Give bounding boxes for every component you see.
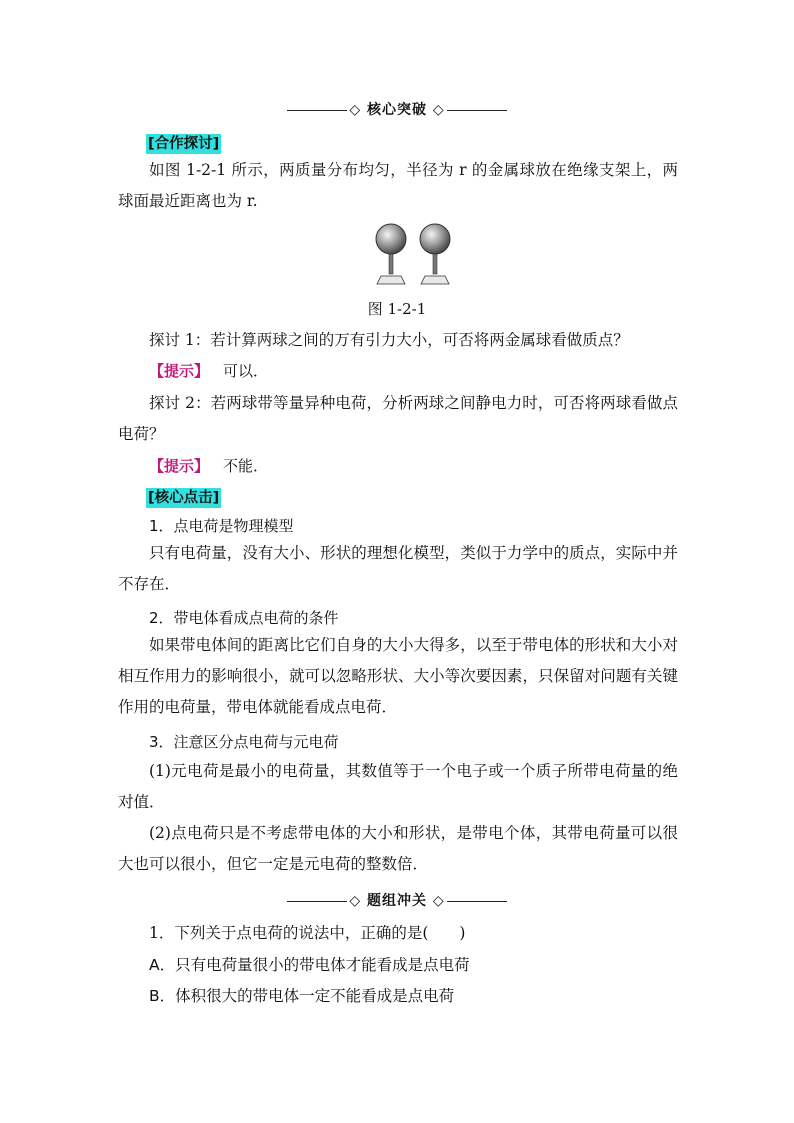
- point-paragraph-2: 如果带电体间的距离比它们自身的大小大得多，以至于带电体的形状和大小对相互作用力的影响很小，就可以忽略形状、大小等次要因素，只保留对问题有关键作用的电荷量，带电体就能看成点电荷．: [118, 636, 678, 716]
- question-2: 探讨 2：若两球带等量异种电荷，分析两球之间静电力时，可否将两球看做点电荷？: [118, 394, 678, 443]
- section-divider-core: ◇ 核心突破 ◇: [0, 99, 794, 119]
- point-paragraph-3: (1)元电荷是最小的电荷量，其数值等于一个电子或一个质子所带电荷量的绝对值．: [118, 762, 678, 811]
- point-heading-2: 2．带电体看成点电荷的条件: [149, 609, 339, 627]
- point-paragraph-1: 只有电荷量，没有大小、形状的理想化模型，类似于力学中的质点，实际中并不存在．: [118, 544, 678, 593]
- tip-row-2: [149, 456, 268, 476]
- practice-question-1: 1．下列关于点电荷的说法中，正确的是( ): [149, 924, 466, 942]
- question-1: 探讨 1：若计算两球之间的万有引力大小，可否将两金属球看做质点？: [149, 331, 629, 349]
- option-b: B．体积很大的带电体一定不能看成是点电荷: [149, 987, 455, 1005]
- point-heading-3: 3．注意区分点电荷与元电荷: [149, 733, 339, 751]
- intro-paragraph: 如图 1-2-1 所示，两质量分布均匀，半径为 r 的金属球放在绝缘支架上，两球面最近距离也为 r.: [118, 161, 678, 210]
- section-title-practice: 题组冲关: [367, 893, 427, 909]
- tip-label: 【提示】: [149, 457, 210, 475]
- tag-explore: [合作探讨]: [148, 136, 220, 152]
- divider-rule-right: [447, 901, 507, 902]
- sphere-left: [376, 224, 406, 284]
- tag-core-points: [核心点击]: [148, 490, 220, 506]
- tip-answer-2: 不能．: [223, 457, 269, 475]
- point-paragraph-4: (2)点电荷只是不考虑带电体的大小和形状，是带电个体，其带电荷量可以很大也可以很小，但它一定是元电荷的整数倍．: [118, 824, 678, 873]
- option-a: A．只有电荷量很小的带电体才能看成是点电荷: [149, 956, 470, 974]
- divider-rule-left: [287, 901, 347, 902]
- tip-answer-1: 可以．: [223, 362, 269, 380]
- divider-rule-right: [447, 110, 507, 111]
- divider-rule-left: [287, 110, 347, 111]
- point-heading-1: 1．点电荷是物理模型: [149, 517, 294, 535]
- figure-caption: 图 1-2-1: [367, 300, 427, 318]
- metal-spheres-figure: [372, 222, 462, 288]
- tip-row-1: [149, 361, 268, 381]
- tip-label: 【提示】: [149, 362, 210, 380]
- section-divider-practice: ◇ 题组冲关 ◇: [0, 890, 794, 910]
- sphere-right: [420, 224, 450, 284]
- section-title-core: 核心突破: [367, 102, 427, 118]
